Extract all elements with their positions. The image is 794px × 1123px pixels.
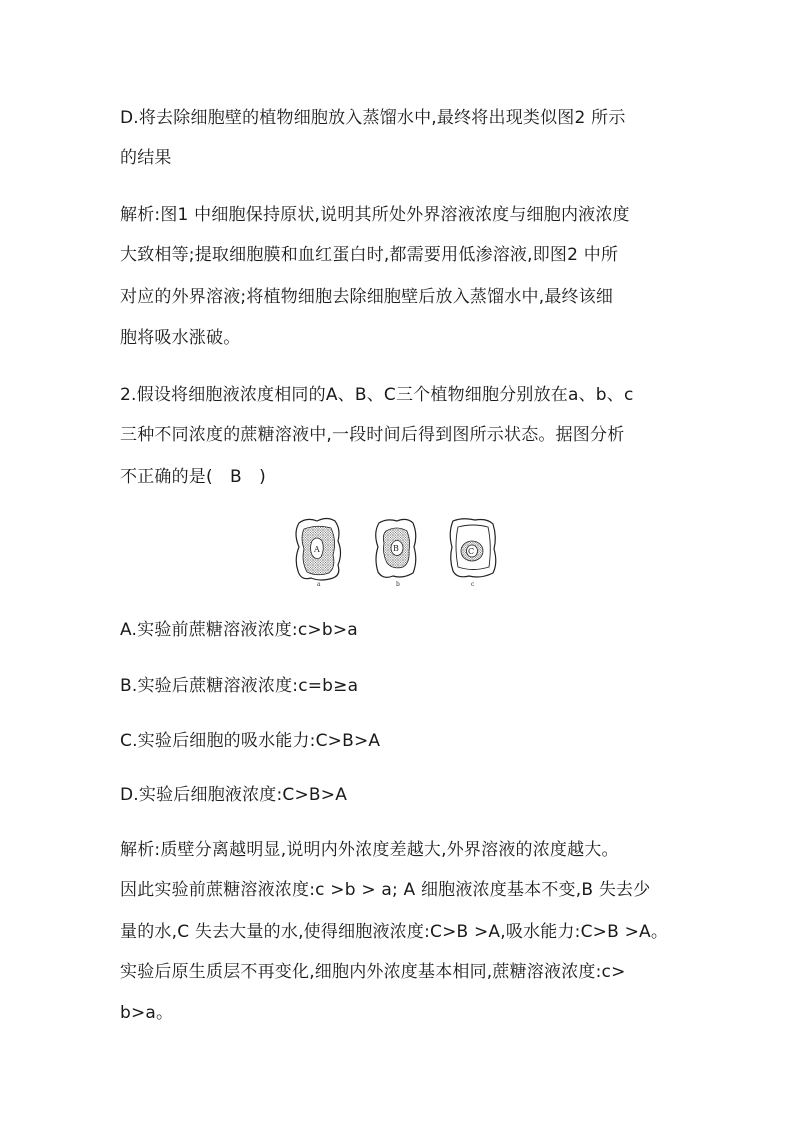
analysis-line-5: b>a。 [120, 1003, 174, 1023]
text-line-4: 大致相等;提取细胞膜和血红蛋白时,都需要用低渗溶液,即图2 中所 [120, 245, 619, 265]
text-line-7: 2.假设将细胞液浓度相同的A、B、C三个植物细胞分别放在a、b、c [120, 385, 634, 405]
cell-b [376, 519, 416, 587]
cell-label-c-capital: C [468, 547, 475, 556]
analysis-line-3: 量的水,C 失去大量的水,使得细胞液浓度:C>B >A,吸水能力:C>B >A。 [120, 922, 669, 942]
cell-sub-a: a [317, 581, 321, 587]
text-line-9: 不正确的是( B ) [120, 467, 266, 487]
analysis-line-2: 因此实验前蔗糖溶液浓度:c >b > a; A 细胞液浓度基本不变,B 失去少 [120, 880, 651, 900]
option-b: B.实验后蔗糖溶液浓度:c=b≥a [120, 676, 359, 696]
cell-c [450, 519, 496, 587]
cell-label-b-capital: B [393, 544, 399, 553]
option-d: D.实验后细胞液浓度:C>B>A [120, 785, 348, 805]
cell-figure [293, 515, 503, 587]
text-line-5: 对应的外界溶液;将植物细胞去除细胞壁后放入蒸馏水中,最终该细 [120, 287, 614, 307]
option-a: A.实验前蔗糖溶液浓度:c>b>a [120, 620, 358, 640]
cell-diagram [293, 515, 503, 587]
analysis-line-1: 解析:质壁分离越明显,说明内外浓度差越大,外界溶液的浓度越大。 [120, 840, 619, 860]
cell-sub-b: b [396, 581, 400, 587]
option-c: C.实验后细胞的吸水能力:C>B>A [120, 731, 381, 751]
cell-a [296, 519, 341, 588]
cell-sub-c: c [471, 581, 475, 587]
text-line-6: 胞将吸水涨破。 [120, 328, 241, 348]
text-line-2: 的结果 [120, 148, 172, 168]
text-line-1: D.将去除细胞壁的植物细胞放入蒸馏水中,最终将出现类似图2 所示 [120, 108, 626, 128]
text-line-8: 三种不同浓度的蔗糖溶液中,一段时间后得到图所示状态。据图分析 [120, 425, 625, 445]
analysis-line-4: 实验后原生质层不再变化,细胞内外浓度基本相同,蔗糖溶液浓度:c> [120, 962, 626, 982]
cell-label-a-capital: A [314, 545, 320, 554]
text-line-3: 解析:图1 中细胞保持原状,说明其所处外界溶液浓度与细胞内液浓度 [120, 205, 630, 225]
